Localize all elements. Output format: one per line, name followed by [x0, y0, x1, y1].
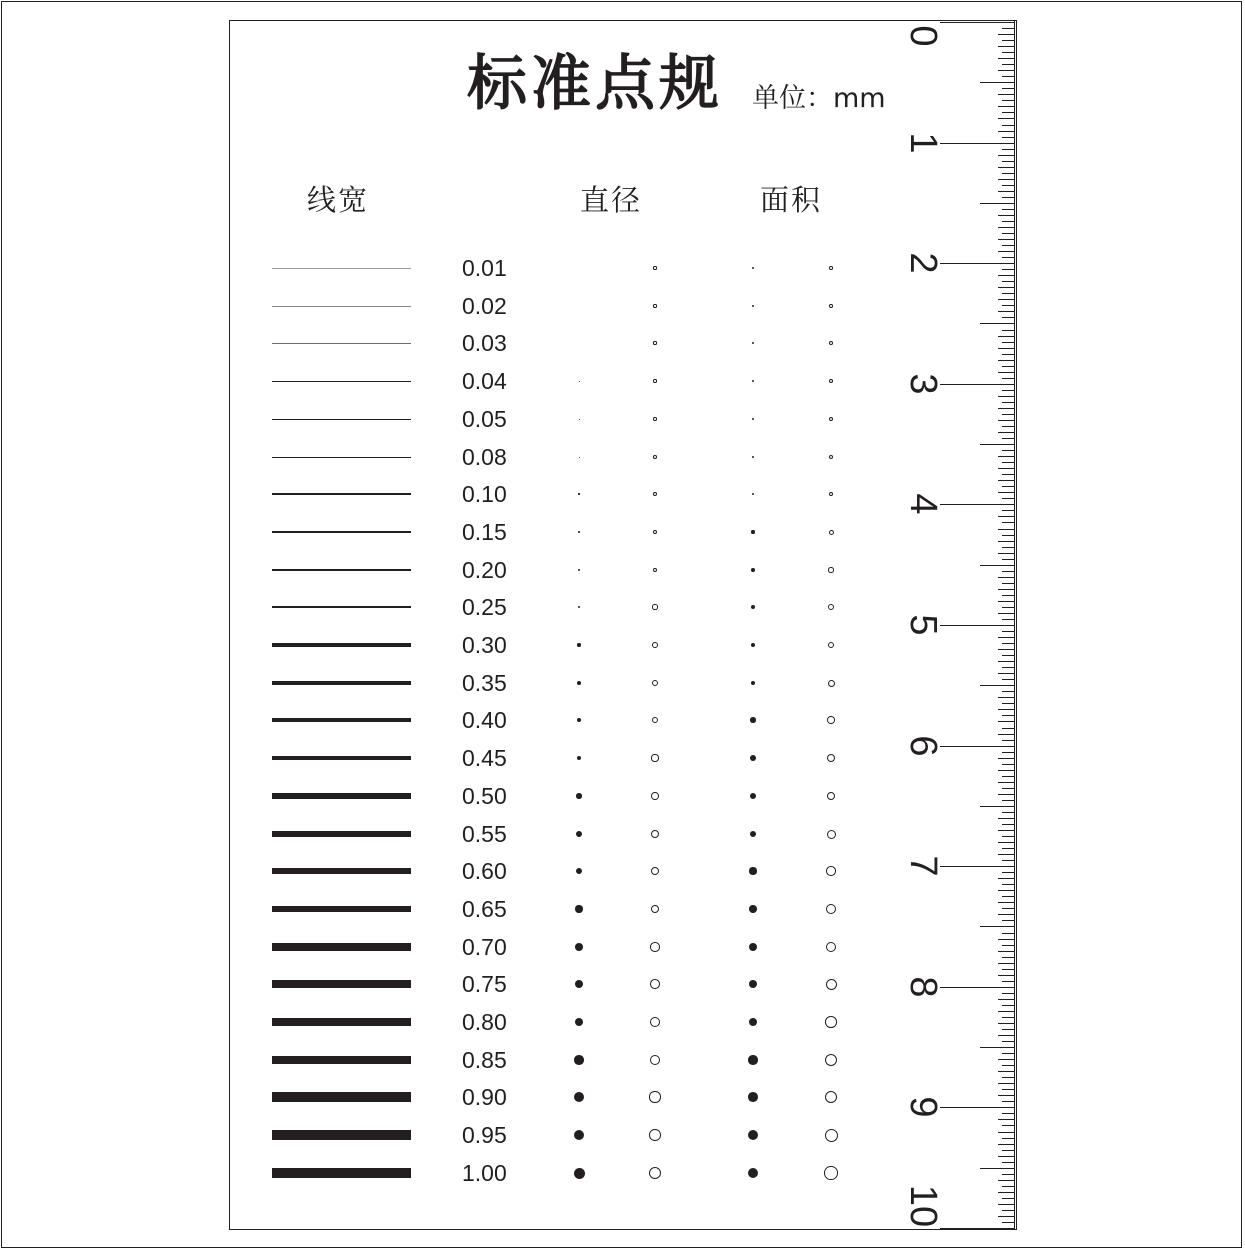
ruler-mm-tick	[998, 529, 1015, 530]
row-value-label: 0.65	[462, 896, 507, 922]
ruler-mm-tick	[998, 155, 1015, 156]
row-value-label: 0.75	[462, 971, 507, 997]
row-value-label: 0.70	[462, 934, 507, 960]
ruler-half-cm-tick	[980, 82, 1015, 83]
ruler-mm-tick	[998, 1023, 1015, 1024]
ruler-mm-tick	[998, 553, 1015, 554]
ruler-mm-tick	[998, 1083, 1015, 1084]
ruler-mm-tick	[998, 58, 1015, 59]
ruler-cm-tick	[940, 746, 1015, 747]
ruler-edge	[1014, 20, 1015, 1230]
ruler-number: 6	[902, 735, 944, 757]
ruler-number: 3	[902, 373, 944, 395]
ruler-half-cm-tick	[980, 926, 1015, 927]
ruler-mm-tick	[998, 818, 1015, 819]
row-value-label: 0.10	[462, 481, 507, 507]
ruler-mm-tick	[998, 432, 1015, 433]
ruler-mm-tick	[998, 794, 1015, 795]
unit-label: 单位：mm	[752, 83, 886, 114]
ruler-cm-tick	[940, 263, 1015, 264]
ruler-mm-tick	[998, 854, 1015, 855]
row-value-label: 0.60	[462, 858, 507, 884]
ruler-mm-tick	[998, 516, 1015, 517]
ruler-cm-tick	[940, 987, 1015, 988]
ruler-mm-tick	[998, 878, 1015, 879]
ruler-mm-tick	[998, 1011, 1015, 1012]
header-diameter: 直径	[580, 183, 643, 217]
ruler-mm-tick	[998, 227, 1015, 228]
ruler-mm-tick	[998, 179, 1015, 180]
ruler-number: 9	[902, 1096, 944, 1118]
header-line-width: 线宽	[307, 183, 370, 217]
ruler-mm-tick	[998, 468, 1015, 469]
ruler-number: 7	[902, 855, 944, 877]
row-value-label: 0.25	[462, 594, 507, 620]
row-value-label: 0.40	[462, 707, 507, 733]
ruler-mm-tick	[998, 709, 1015, 710]
row-value-label: 0.35	[462, 670, 507, 696]
ruler-mm-tick	[998, 697, 1015, 698]
ruler-half-cm-tick	[980, 685, 1015, 686]
ruler-half-cm-tick	[980, 1168, 1015, 1169]
row-value-label: 0.45	[462, 745, 507, 771]
ruler-mm-tick	[998, 649, 1015, 650]
ruler-mm-tick	[998, 721, 1015, 722]
ruler-mm-tick	[998, 975, 1015, 976]
ruler-mm-tick	[998, 215, 1015, 216]
row-value-label: 0.08	[462, 444, 507, 470]
ruler-mm-tick	[998, 1095, 1015, 1096]
ruler-mm-tick	[998, 541, 1015, 542]
ruler-mm-tick	[998, 251, 1015, 252]
row-value-label: 0.55	[462, 821, 507, 847]
row-value-label: 0.95	[462, 1122, 507, 1148]
ruler-half-cm-tick	[980, 444, 1015, 445]
row-value-label: 0.80	[462, 1009, 507, 1035]
ruler-mm-tick	[998, 1156, 1015, 1157]
ruler-mm-tick	[998, 914, 1015, 915]
ruler-mm-tick	[998, 70, 1015, 71]
ruler-mm-tick	[998, 1035, 1015, 1036]
ruler-number: 5	[902, 614, 944, 636]
ruler-mm-tick	[998, 287, 1015, 288]
ruler-mm-tick	[998, 1144, 1015, 1145]
row-value-label: 0.90	[462, 1084, 507, 1110]
ruler-cm-tick	[940, 866, 1015, 867]
ruler-mm-tick	[998, 480, 1015, 481]
row-value-label: 0.15	[462, 519, 507, 545]
ruler-mm-tick	[998, 770, 1015, 771]
ruler-mm-tick	[998, 311, 1015, 312]
ruler-cm-tick	[940, 143, 1015, 144]
ruler-mm-tick	[998, 167, 1015, 168]
ruler-mm-tick	[998, 106, 1015, 107]
row-value-label: 0.50	[462, 783, 507, 809]
ruler-mm-tick	[998, 601, 1015, 602]
ruler-mm-tick	[998, 191, 1015, 192]
ruler-half-cm-tick	[980, 1047, 1015, 1048]
row-value-label: 0.01	[462, 255, 507, 281]
ruler-mm-tick	[998, 1216, 1015, 1217]
ruler-mm-tick	[998, 830, 1015, 831]
ruler-cm-tick	[940, 384, 1015, 385]
ruler-mm-tick	[998, 396, 1015, 397]
ruler-mm-tick	[998, 408, 1015, 409]
page-title: 标准点规	[467, 49, 723, 119]
ruler-mm-tick	[998, 890, 1015, 891]
ruler-cm-tick	[940, 625, 1015, 626]
ruler-mm-tick	[998, 1119, 1015, 1120]
ruler-cm-tick	[940, 504, 1015, 505]
ruler-half-cm-tick	[980, 323, 1015, 324]
ruler-mm-tick	[998, 734, 1015, 735]
ruler-number: 8	[902, 976, 944, 998]
ruler-mm-tick	[998, 999, 1015, 1000]
row-value-label: 0.05	[462, 406, 507, 432]
ruler-mm-tick	[998, 758, 1015, 759]
ruler-half-cm-tick	[980, 203, 1015, 204]
row-value-label: 1.00	[462, 1160, 507, 1186]
ruler-mm-tick	[998, 951, 1015, 952]
ruler-mm-tick	[998, 420, 1015, 421]
ruler-mm-tick	[998, 939, 1015, 940]
row-value-label: 0.04	[462, 368, 507, 394]
ruler-mm-tick	[998, 1132, 1015, 1133]
ruler-mm-tick	[998, 94, 1015, 95]
ruler-mm-tick	[998, 842, 1015, 843]
ruler-mm-tick	[998, 577, 1015, 578]
ruler-mm-tick	[998, 1192, 1015, 1193]
ruler-mm-tick	[998, 902, 1015, 903]
ruler-mm-tick	[998, 360, 1015, 361]
ruler-mm-tick	[998, 46, 1015, 47]
ruler-mm-tick	[998, 118, 1015, 119]
ruler-half-cm-tick	[980, 806, 1015, 807]
ruler-mm-tick	[998, 673, 1015, 674]
ruler-mm-tick	[998, 239, 1015, 240]
ruler-mm-tick	[998, 348, 1015, 349]
ruler-mm-tick	[998, 275, 1015, 276]
ruler-mm-tick	[998, 782, 1015, 783]
row-value-label: 0.03	[462, 330, 507, 356]
ruler-number: 2	[902, 252, 944, 274]
ruler-cm-tick	[940, 1107, 1015, 1108]
ruler-mm-tick	[998, 637, 1015, 638]
ruler-cm-tick	[940, 1228, 1015, 1229]
ruler-mm-tick	[998, 1059, 1015, 1060]
row-value-label: 0.02	[462, 293, 507, 319]
ruler-cm-tick	[940, 22, 1015, 23]
ruler-mm-tick	[998, 456, 1015, 457]
ruler-mm-tick	[998, 589, 1015, 590]
ruler-mm-tick	[998, 1071, 1015, 1072]
ruler-mm-tick	[998, 131, 1015, 132]
ruler-mm-tick	[998, 613, 1015, 614]
ruler-mm-tick	[998, 963, 1015, 964]
row-value-label: 0.30	[462, 632, 507, 658]
ruler-mm-tick	[998, 299, 1015, 300]
ruler-mm-tick	[998, 336, 1015, 337]
ruler-mm-tick	[998, 1180, 1015, 1181]
ruler-number: 1	[902, 132, 944, 154]
ruler-half-cm-tick	[980, 565, 1015, 566]
header-area: 面积	[760, 183, 823, 217]
ruler-mm-tick	[998, 661, 1015, 662]
ruler-number: 4	[902, 493, 944, 515]
ruler-mm-tick	[998, 34, 1015, 35]
ruler-number: 0	[902, 25, 944, 47]
ruler-number: 10	[902, 1184, 944, 1228]
row-value-label: 0.20	[462, 557, 507, 583]
ruler-mm-tick	[998, 492, 1015, 493]
ruler-mm-tick	[998, 1204, 1015, 1205]
row-value-label: 0.85	[462, 1047, 507, 1073]
ruler-mm-tick	[998, 372, 1015, 373]
